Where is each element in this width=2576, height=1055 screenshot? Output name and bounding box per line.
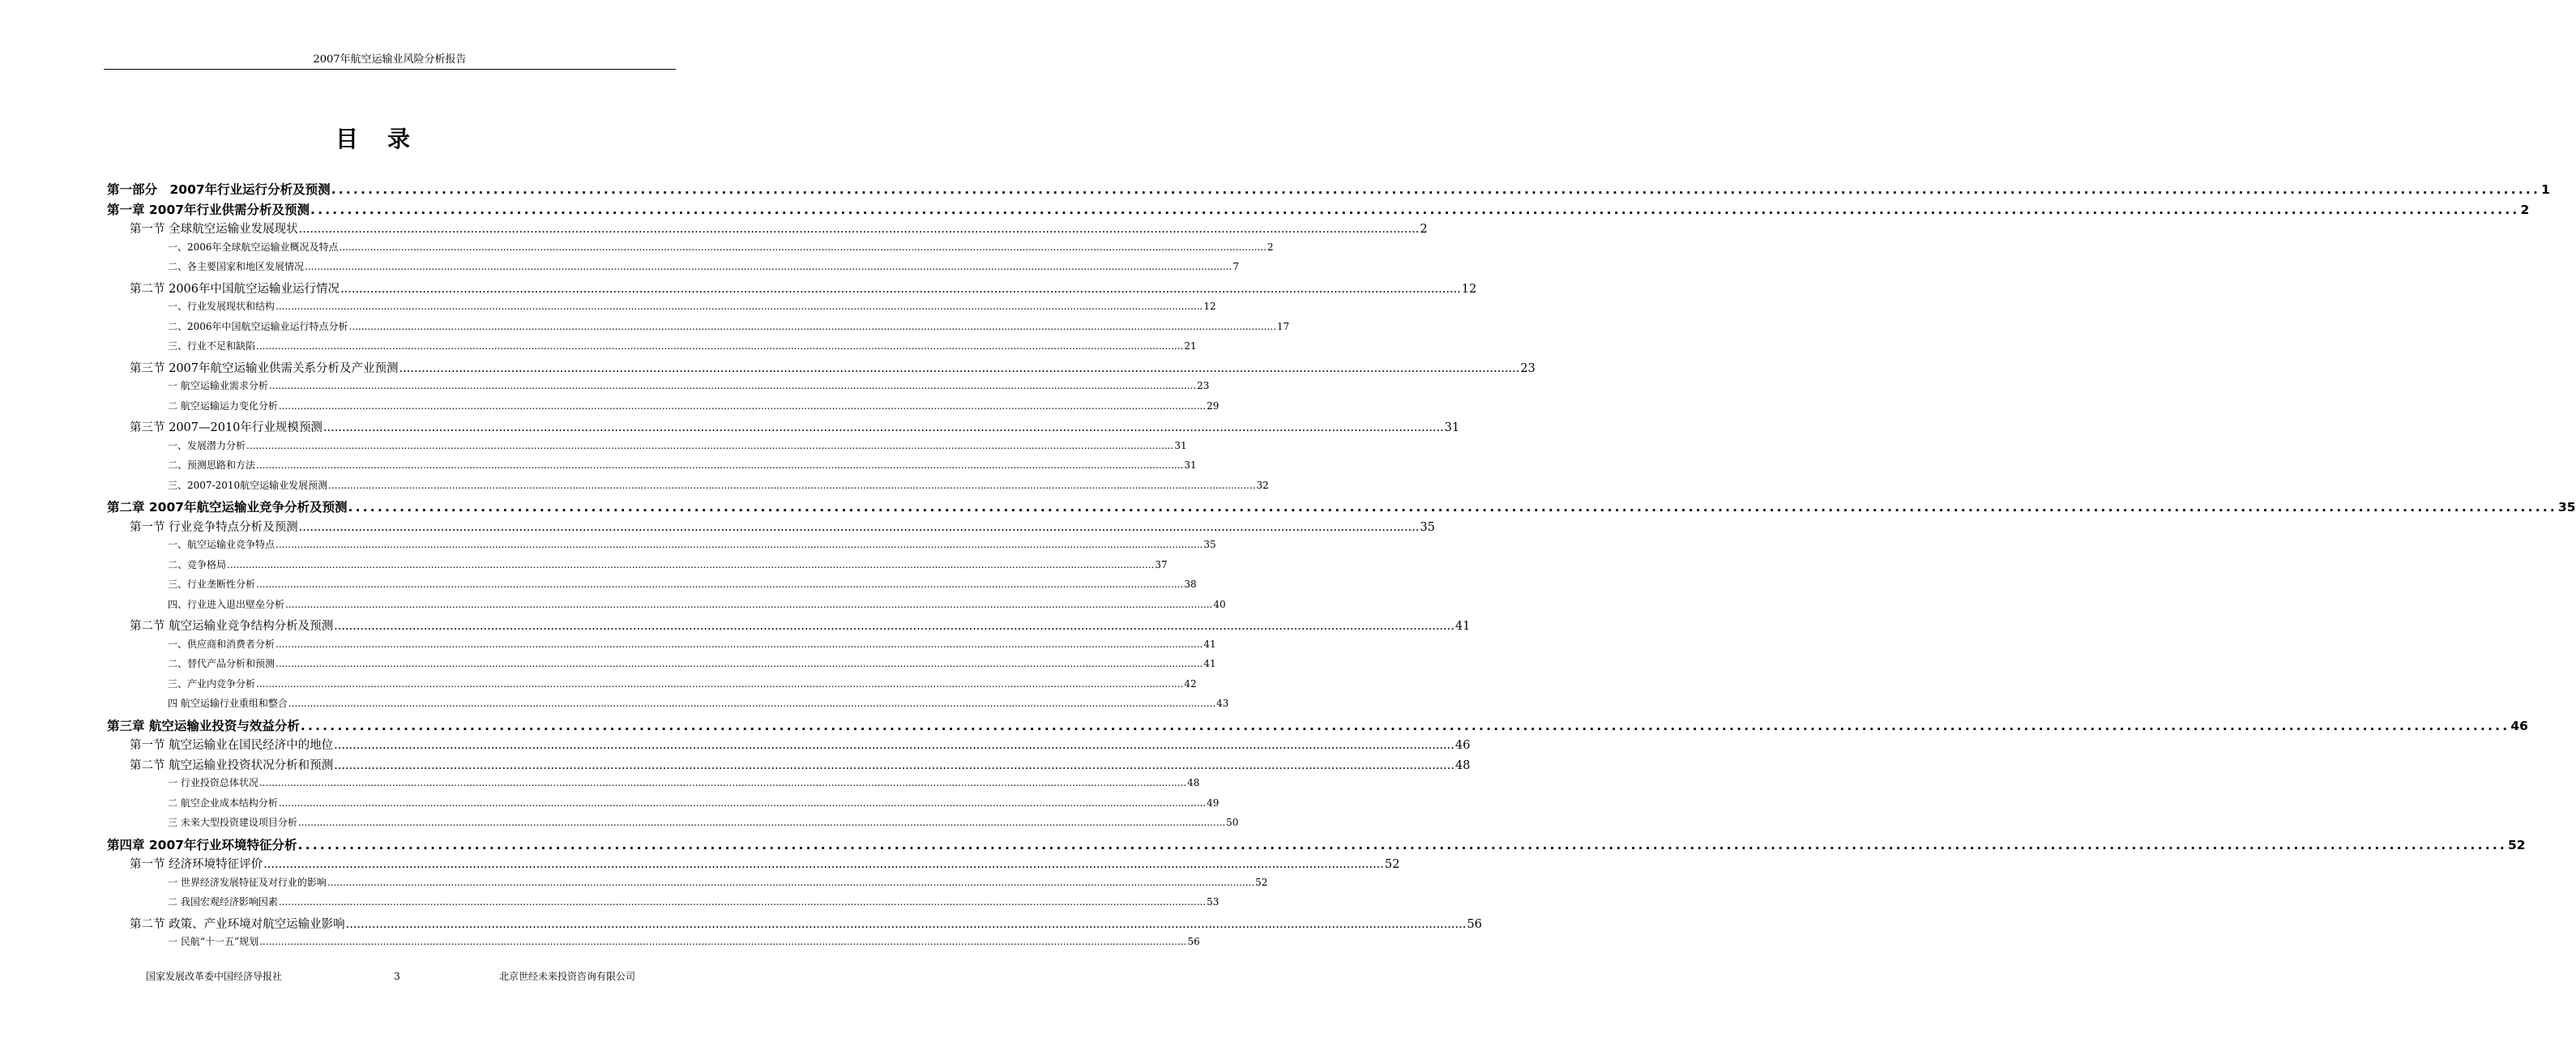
toc-entry-page: 50 (1226, 817, 1239, 828)
toc-leader-dots: ............................................................................................................................................................................................................................................................................................................ (297, 837, 2508, 852)
toc-entry-page: 46 (2510, 718, 2528, 733)
toc-leader-dots: ............................................................................................................................................................................................................................................................................................................ (278, 399, 1207, 412)
table-of-contents (107, 180, 2576, 955)
toc-entry-label: 二、预测思路和方法 (168, 459, 256, 471)
footer-publisher: 国家发展改革委中国经济导报社 (146, 971, 283, 982)
toc-leader-dots: ............................................................................................................................................................................................................................................................................................................ (298, 520, 1420, 534)
toc-leader-dots: ............................................................................................................................................................................................................................................................................................................ (331, 182, 2541, 197)
toc-leader-dots: ............................................................................................................................................................................................................................................................................................................ (345, 917, 1467, 931)
toc-entry[interactable] (107, 696, 1229, 716)
toc-entry-page: 2 (2520, 202, 2530, 217)
toc-entry[interactable] (107, 855, 1400, 875)
toc-entry[interactable] (107, 617, 1471, 637)
toc-leader-dots: ............................................................................................................................................................................................................................................................................................................ (259, 936, 1187, 947)
toc-entry-label: 二、各主要国家和地区发展情况 (168, 261, 305, 272)
toc-entry[interactable] (107, 180, 2550, 200)
toc-entry-label: 第一部分 2007年行业运行分析及预测 (107, 182, 331, 197)
toc-entry-page: 48 (1455, 758, 1471, 772)
toc-entry-label: 二、2006年中国航空运输业运行特点分析 (168, 320, 348, 332)
toc-leader-dots: ............................................................................................................................................................................................................................................................................................................ (276, 539, 1203, 550)
toc-entry[interactable] (107, 220, 1428, 240)
toc-entry[interactable] (107, 518, 1435, 538)
toc-entry-page: 21 (1184, 340, 1197, 352)
toc-entry-label: 二、替代产品分析和预测 (168, 658, 276, 669)
toc-entry[interactable] (107, 597, 1226, 617)
toc-entry-page: 48 (1187, 777, 1200, 788)
toc-entry-page: 53 (1207, 896, 1220, 908)
toc-entry-label: 第三节 2007—2010年行业规模预测 (130, 421, 323, 434)
toc-entry[interactable] (107, 399, 1220, 419)
toc-entry-label: 第三章 航空运输业投资与效益分析 (107, 718, 300, 733)
toc-leader-dots: ............................................................................................................................................................................................................................................................................................................ (278, 797, 1207, 809)
toc-entry-page: 41 (1455, 620, 1471, 633)
toc-entry[interactable] (107, 378, 1210, 399)
toc-entry-label: 第一节 行业竞争特点分析及预测 (130, 520, 298, 534)
toc-entry-page: 12 (1203, 301, 1216, 312)
toc-entry-page: 17 (1276, 320, 1290, 332)
toc-leader-dots: ............................................................................................................................................................................................................................................................................................................ (399, 361, 1520, 375)
toc-entry-label: 三、产业内竞争分析 (168, 677, 256, 690)
toc-entry-page: 35 (1203, 539, 1216, 550)
footer-page-number: 3 (394, 971, 400, 982)
toc-leader-dots: ............................................................................................................................................................................................................................................................................................................ (285, 598, 1213, 610)
toc-leader-dots: ............................................................................................................................................................................................................................................................................................................ (310, 202, 2520, 217)
toc-entry-label: 第一节 全球航空运输业发展现状 (130, 223, 298, 236)
toc-leader-dots: ............................................................................................................................................................................................................................................................................................................ (227, 558, 1155, 570)
toc-entry-page: 1 (2541, 182, 2550, 197)
toc-leader-dots: ............................................................................................................................................................................................................................................................................................................ (334, 758, 1455, 772)
toc-entry-label: 三 未来大型投资建设项目分析 (168, 817, 297, 828)
toc-leader-dots: ............................................................................................................................................................................................................................................................................................................ (256, 677, 1184, 690)
toc-entry-page: 35 (1420, 520, 1435, 534)
toc-leader-dots: ............................................................................................................................................................................................................................................................................................................ (339, 241, 1267, 253)
toc-leader-dots: ............................................................................................................................................................................................................................................................................................................ (348, 500, 2558, 515)
toc-entry-page: 23 (1197, 380, 1210, 391)
toc-entry[interactable] (107, 815, 1239, 835)
toc-entry-label: 一、航空运输业竞争特点 (168, 539, 276, 550)
toc-entry-label: 第二节 航空运输业投资状况分析和预测 (130, 758, 334, 772)
toc-leader-dots: ............................................................................................................................................................................................................................................................................................................ (340, 282, 1461, 296)
toc-entry-page: 42 (1184, 677, 1197, 690)
toc-entry-page: 56 (1187, 936, 1200, 947)
toc-entry[interactable] (107, 677, 1197, 697)
toc-leader-dots: ............................................................................................................................................................................................................................................................................................................ (246, 439, 1174, 451)
toc-entry-page: 7 (1232, 261, 1239, 272)
toc-entry-label: 一 民航“十一五”规划 (168, 936, 259, 947)
toc-entry[interactable] (107, 240, 1274, 260)
toc-entry-page: 41 (1203, 658, 1216, 669)
header-divider (104, 69, 676, 70)
toc-entry-label: 三、2007-2010航空运输业发展预测 (168, 479, 328, 491)
toc-entry-label: 一、行业发展现状和结构 (168, 301, 276, 312)
toc-entry-page: 31 (1174, 439, 1187, 451)
toc-entry[interactable] (107, 359, 1536, 379)
toc-entry-label: 第一节 航空运输业在国民经济中的地位 (130, 739, 334, 752)
toc-entry-label: 第一章 2007年行业供需分析及预测 (107, 202, 310, 217)
toc-entry-label: 一、供应商和消费者分析 (168, 638, 276, 650)
toc-leader-dots: ............................................................................................................................................................................................................................................................................................................ (328, 479, 1256, 491)
toc-entry-label: 第三节 2007年航空运输业供需关系分析及产业预测 (130, 361, 399, 375)
toc-entry[interactable] (107, 498, 2576, 518)
toc-entry-label: 一 航空运输业需求分析 (168, 380, 268, 391)
toc-leader-dots: ............................................................................................................................................................................................................................................................................................................ (276, 301, 1203, 312)
toc-entry-label: 第四章 2007年行业环境特征分析 (107, 837, 297, 852)
toc-leader-dots: ............................................................................................................................................................................................................................................................................................................ (278, 896, 1207, 908)
toc-entry[interactable] (107, 637, 1216, 657)
toc-leader-dots: ............................................................................................................................................................................................................................................................................................................ (276, 658, 1203, 669)
toc-entry-page: 29 (1207, 399, 1220, 412)
toc-leader-dots: ............................................................................................................................................................................................................................................................................................................ (305, 261, 1232, 272)
toc-entry[interactable] (107, 200, 2530, 220)
footer-company: 北京世经未来投资咨询有限公司 (499, 971, 636, 982)
toc-entry[interactable] (107, 280, 1477, 300)
toc-entry-page: 52 (1384, 858, 1400, 871)
toc-leader-dots: ............................................................................................................................................................................................................................................................................................................ (256, 459, 1184, 471)
toc-leader-dots: ............................................................................................................................................................................................................................................................................................................ (348, 320, 1276, 332)
toc-leader-dots: ............................................................................................................................................................................................................................................................................................................ (334, 739, 1455, 752)
toc-leader-dots: ............................................................................................................................................................................................................................................................................................................ (288, 698, 1216, 709)
toc-entry-label: 第二节 2006年中国航空运输业运行情况 (130, 282, 340, 296)
toc-leader-dots: ............................................................................................................................................................................................................................................................................................................ (323, 421, 1444, 434)
toc-entry-page: 35 (2558, 500, 2576, 515)
toc-leader-dots: ............................................................................................................................................................................................................................................................................................................ (263, 858, 1384, 871)
toc-entry[interactable] (107, 796, 1220, 816)
page-header: 2007年航空运输业风险分析报告 (313, 53, 467, 66)
toc-leader-dots: ............................................................................................................................................................................................................................................................................................................ (256, 340, 1184, 352)
toc-entry-page: 2 (1267, 241, 1274, 253)
toc-entry-label: 三、行业垄断性分析 (168, 579, 256, 590)
toc-leader-dots: ............................................................................................................................................................................................................................................................................................................ (258, 777, 1187, 788)
toc-entry[interactable] (107, 756, 1471, 776)
toc-entry-label: 四 航空运输行业重组和整合 (168, 698, 288, 709)
toc-entry-page: 49 (1207, 797, 1220, 809)
toc-entry[interactable] (107, 299, 1216, 319)
page-footer (0, 970, 745, 985)
toc-entry[interactable] (107, 656, 1216, 677)
toc-entry-label: 二 我国宏观经济影响因素 (168, 896, 278, 908)
toc-leader-dots: ............................................................................................................................................................................................................................................................................................................ (334, 620, 1455, 633)
toc-title: 目录 (335, 126, 439, 152)
toc-entry-page: 38 (1184, 579, 1197, 590)
toc-entry[interactable] (107, 438, 1187, 459)
toc-entry-label: 第二节 政策、产业环境对航空运输业影响 (130, 917, 345, 931)
toc-entry-label: 四、行业进入退出壁垒分析 (168, 598, 285, 610)
toc-entry-page: 41 (1203, 638, 1216, 650)
toc-entry-page: 31 (1444, 421, 1460, 434)
toc-entry-label: 二 航空企业成本结构分析 (168, 797, 278, 809)
toc-entry[interactable] (107, 458, 1197, 478)
toc-entry[interactable] (107, 895, 1220, 915)
toc-entry-label: 二、竞争格局 (168, 558, 227, 570)
toc-entry[interactable] (107, 319, 1290, 340)
toc-entry-label: 第二章 2007年航空运输业竞争分析及预测 (107, 500, 348, 515)
toc-entry[interactable] (107, 736, 1471, 756)
toc-entry-label: 一 行业投资总体状况 (168, 777, 258, 788)
toc-entry[interactable] (107, 716, 2528, 737)
toc-entry-page: 12 (1461, 282, 1477, 296)
toc-leader-dots: ............................................................................................................................................................................................................................................................................................................ (256, 579, 1184, 590)
toc-entry[interactable] (107, 557, 1168, 578)
toc-entry-page: 40 (1213, 598, 1226, 610)
toc-entry[interactable] (107, 537, 1216, 557)
toc-entry-page: 56 (1467, 917, 1482, 931)
toc-entry[interactable] (107, 775, 1200, 796)
toc-entry-label: 一、发展潜力分析 (168, 439, 246, 451)
toc-entry[interactable] (107, 934, 1200, 955)
toc-entry[interactable] (107, 577, 1197, 597)
toc-entry-page: 52 (1255, 876, 1268, 888)
toc-leader-dots: ............................................................................................................................................................................................................................................................................................................ (268, 380, 1197, 391)
toc-entry-label: 二 航空运输运力变化分析 (168, 399, 278, 412)
toc-entry[interactable] (107, 915, 1482, 935)
toc-entry[interactable] (107, 835, 2526, 856)
toc-entry-page: 31 (1184, 459, 1197, 471)
toc-entry-page: 52 (2508, 837, 2526, 852)
toc-entry[interactable] (107, 259, 1239, 280)
toc-entry-label: 一 世界经济发展特征及对行业的影响 (168, 876, 327, 888)
toc-entry[interactable] (107, 875, 1268, 895)
toc-entry-label: 第二节 航空运输业竞争结构分析及预测 (130, 620, 334, 633)
toc-leader-dots: ............................................................................................................................................................................................................................................................................................................ (298, 223, 1420, 236)
toc-entry-page: 43 (1216, 698, 1229, 709)
toc-entry[interactable] (107, 339, 1197, 359)
toc-entry-page: 23 (1520, 361, 1536, 375)
toc-entry[interactable] (107, 478, 1269, 498)
toc-entry[interactable] (107, 418, 1460, 438)
toc-entry-label: 第一节 经济环境特征评价 (130, 858, 263, 871)
toc-entry-page: 2 (1420, 223, 1428, 236)
toc-entry-label: 三、行业不足和缺陷 (168, 340, 256, 352)
toc-leader-dots: ............................................................................................................................................................................................................................................................................................................ (297, 817, 1226, 828)
toc-leader-dots: ............................................................................................................................................................................................................................................................................................................ (300, 718, 2510, 733)
toc-entry-page: 37 (1155, 558, 1168, 570)
toc-entry-page: 46 (1455, 739, 1471, 752)
toc-leader-dots: ............................................................................................................................................................................................................................................................................................................ (327, 876, 1255, 888)
toc-entry-page: 32 (1256, 479, 1269, 491)
toc-entry-label: 一、2006年全球航空运输业概况及特点 (168, 241, 339, 253)
toc-leader-dots: ............................................................................................................................................................................................................................................................................................................ (276, 638, 1203, 650)
